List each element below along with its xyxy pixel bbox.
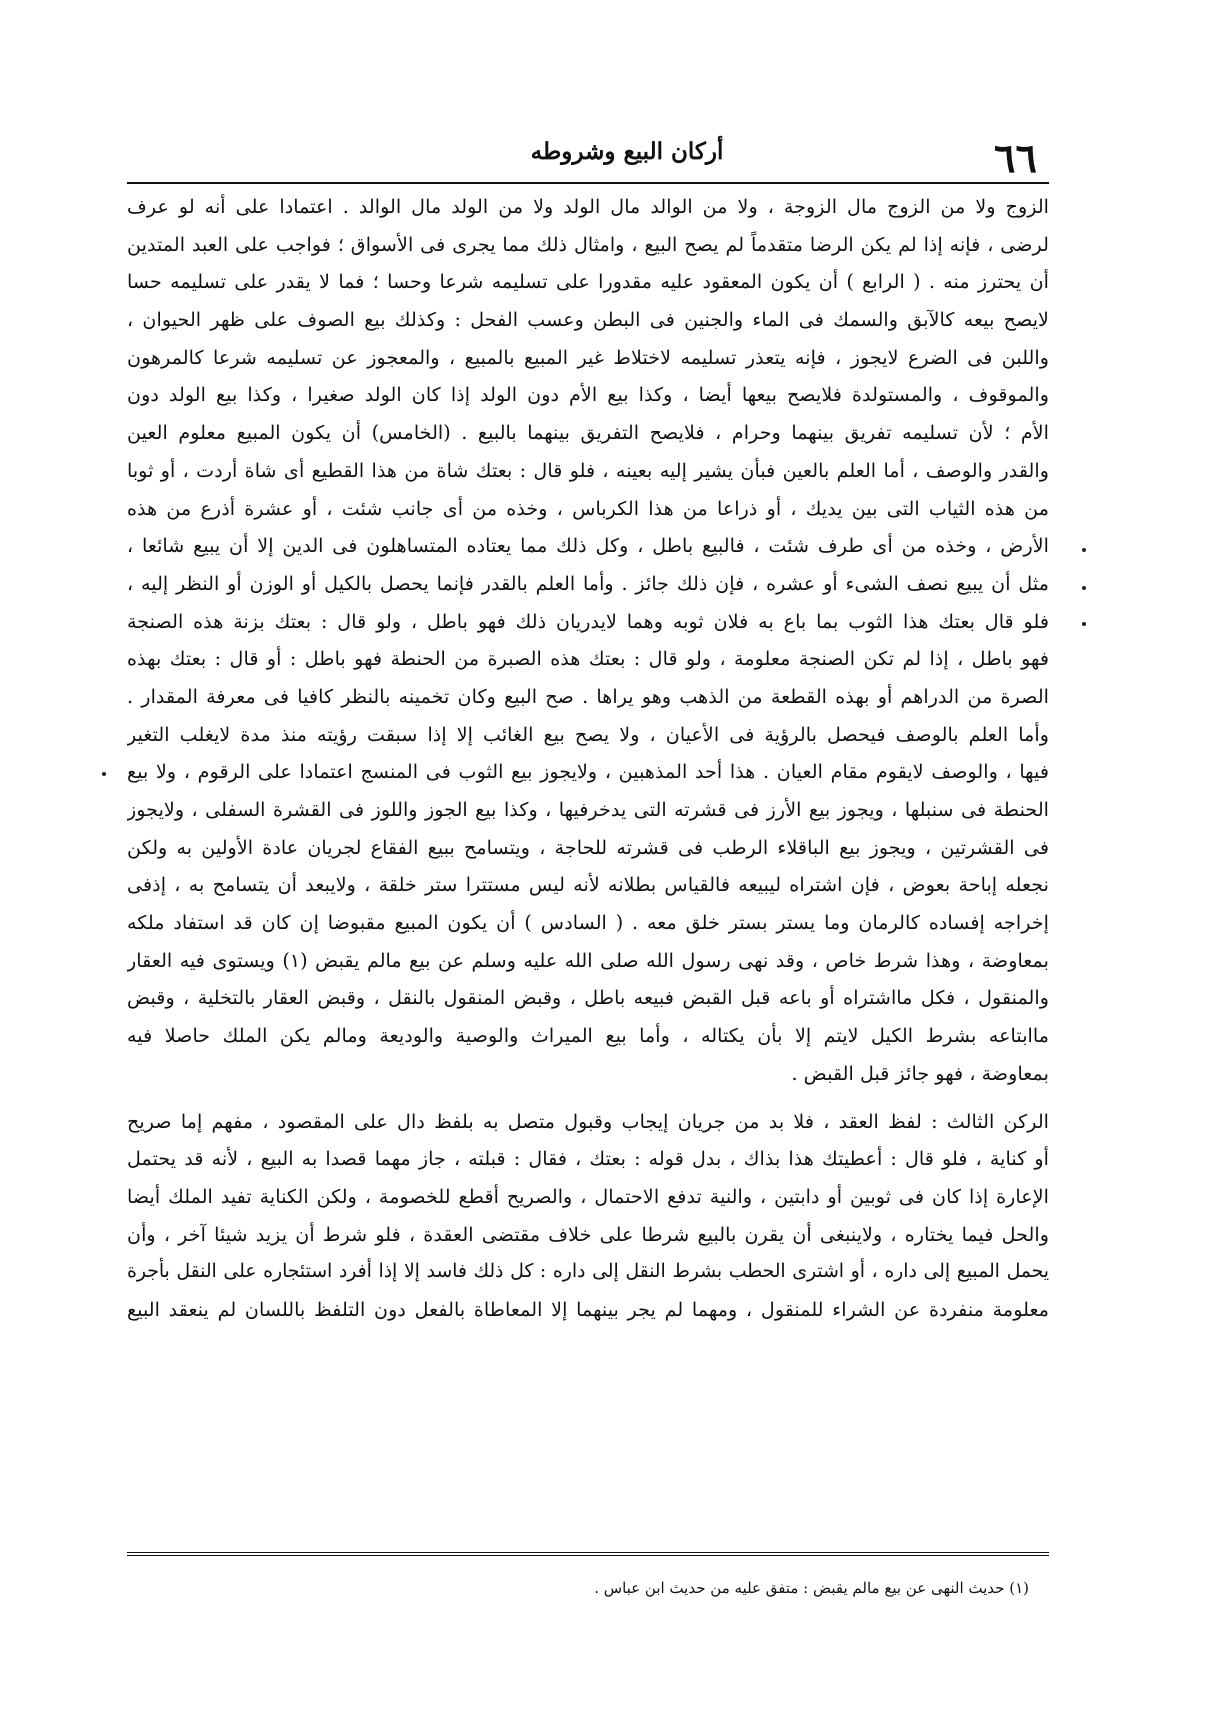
- text-line: الركن الثالث : لفظ العقد ، فلا بد من جريان إيجاب وقبول متصل به بلفظ دال على المقصود ، مفهم إما صريح: [127, 1109, 1049, 1133]
- text-line: من هذه الثياب التى بين يديك ، أو ذراعا من هذا الكرباس ، وخذه من أى جانب شئت ، أو عشرة أذرع من هذه: [127, 496, 1049, 520]
- text-line: الحنطة فى سنبلها ، ويجوز بيع الأرز فى قشرته التى يدخرفيها ، وكذا بيع الجوز واللوز فى القشرة السفلى ، ولايجوز: [127, 798, 1049, 821]
- margin-mark: [1082, 548, 1086, 552]
- text-line: بمعاوضة ، وهذا شرط خاص ، وقد نهى رسول الله صلى الله عليه وسلم عن بيع مالم يقبض (١) ويستوى فيه العقار: [127, 948, 1049, 972]
- footnote: (١) حديث النهى عن بيع مالم يقبض : متفق عليه من حديث ابن عباس .: [594, 1579, 1029, 1597]
- text-line: والحل فيما يختاره ، ولاينبغى أن يقرن بالبيع شرطا على خلاف مقتضى العقدة ، فلو شرط أن يزيد شيئا آخر ، وأن: [127, 1222, 1049, 1246]
- text-line: لرضى ، فإنه إذا لم يكن الرضا متقدماً لم يصح البيع ، وامثال ذلك مما يجرى فى الأسواق ؛ فواجب على العبد المتدين: [127, 232, 1049, 256]
- text-line: الإعارة إذا كان فى ثوبين أو دابتين ، والنية تدفع الاحتمال ، والصريح أقطع للخصومة ، ولكن الكناية تفيد الملك أيضا: [127, 1184, 1049, 1208]
- footnote-rule: [127, 1552, 1049, 1556]
- text-line: مثل أن يبيع نصف الشىء أو عشره ، فإن ذلك جائز . وأما العلم بالقدر فإنما يحصل بالكيل أو الوزن أو النظر إليه ،: [127, 571, 1049, 595]
- text-line: الزوج ولا من الزوج مال الزوجة ، ولا من الوالد مال الولد ولا من الولد مال الوالد . اعتمادا على أنه لو عرف: [127, 195, 1049, 218]
- text-line: الأم ؛ لأن تسليمه تفريق بينهما وحرام ، فلايصح التفريق بينهما بالبيع . (الخامس) أن يكون المبيع معلوم العين: [127, 421, 1049, 445]
- text-line: فيها ، والوصف لايقوم مقام العيان . هذا أحد المذهبين ، ولايجوز بيع الثوب فى المنسج اعتمادا على الرقوم ، ولا بيع: [127, 760, 1049, 784]
- text-line: الأرض ، وخذه من أى طرف شئت ، فالبيع باطل ، وكل ذلك مما يعتاده المتساهلون فى الدين إلا أن يبيع شائعا ،: [127, 534, 1049, 558]
- text-line: معلومة منفردة عن الشراء للمنقول ، ومهما لم يجر بينهما إلا المعاطاة بالفعل دون التلفظ باللسان لم ينعقد البيع: [127, 1297, 1049, 1321]
- paragraph-1: [127, 188, 1049, 1093]
- paragraph-2: [127, 1103, 1049, 1329]
- text-line: والقدر والوصف ، أما العلم بالعين فبأن يشير إليه بعينه ، فلو قال : بعتك شاة من هذا القطيع أى شاة أردت ، أو ثوبا: [127, 458, 1049, 482]
- margin-mark: [1082, 622, 1086, 626]
- text-line: والموقوف ، والمستولدة فلايصح بيعها أيضا ، وكذا بيع الأم دون الولد إذا كان الولد صغيرا ، وكذا بيع الولد دون: [127, 383, 1049, 407]
- header-rule: [127, 182, 1049, 184]
- text-line: إخراجه إفساده كالرمان وما يستر بستر خلق معه . ( السادس ) أن يكون المبيع مقبوضا إن كان قد استفاد ملكه: [127, 911, 1049, 935]
- text-line: بمعاوضة ، فهو جائز قبل القبض .: [791, 1061, 1049, 1085]
- main-text: [127, 188, 1049, 1329]
- text-line: والمنقول ، فكل مااشتراه أو باعه قبل القبض فبيعه باطل ، وقبض المنقول بالنقل ، وقبض العقار بالتخلية ، وقبض: [127, 986, 1049, 1010]
- text-line: واللبن فى الضرع لايجوز ، فإنه يتعذر تسليمه لاختلاط غير المبيع بالمبيع ، والمعجوز عن تسليمه شرعا كالمرهون: [127, 345, 1049, 369]
- page-header: [127, 133, 1047, 181]
- margin-mark: [1082, 586, 1086, 590]
- text-line: فهو باطل ، إذا لم تكن الصنجة معلومة ، ولو قال : بعتك هذه الصبرة من الحنطة فهو باطل : أو قال : بعتك بهذه: [127, 647, 1049, 671]
- text-line: ماابتاعه بشرط الكيل لايتم إلا بأن يكتاله ، وأما بيع الميراث والوصية والوديعة ومالم يكن الملك حاصلا فيه: [127, 1024, 1049, 1048]
- text-line: يحمل المبيع إلى داره ، أو اشترى الحطب بشرط النقل إلى داره : كل ذلك فاسد إلا إذا أفرد استئجاره على النقل بأجرة: [127, 1261, 1049, 1283]
- text-line: أو كناية ، فلو قال : أعطيتك هذا بذاك ، بدل قوله : بعتك ، فقال : قبلته ، جاز مهما قصدا به البيع ، لأنه قد يحتمل: [127, 1147, 1049, 1171]
- text-line: نجعله إباحة بعوض ، فإن اشتراه ليبيعه فالقياس بطلانه لأنه ليس مستترا ستر خلقة ، ولايبعد أن يتسامح به ، إذفى: [127, 873, 1049, 897]
- margin-mark: [102, 772, 106, 776]
- text-line: فى القشرتين ، ويجوز بيع الباقلاء الرطب فى قشرته للحاجة ، ويتسامح ببيع الفقاع لجريان عادة الأولين به ولكن: [127, 835, 1049, 859]
- running-title: أركان البيع وشروطه: [530, 138, 724, 165]
- text-line: لايصح بيعه كالآبق والسمك فى الماء والجنين فى البطن وعسب الفحل : وكذلك بيع الصوف على ظهر الحيوان ،: [127, 308, 1049, 332]
- text-line: أن يحترز منه . ( الرابع ) أن يكون المعقود عليه مقدورا على تسليمه شرعا وحسا ؛ فما لا يقدر على تسليمه حسا: [127, 270, 1049, 294]
- text-line: الصرة من الدراهم أو بهذه القطعة من الذهب وهو يراها . صح البيع وكان تخمينه بالنظر كافيا فى معرفة المقدار .: [127, 684, 1049, 708]
- page-number: ٦٦: [994, 135, 1037, 182]
- text-line: فلو قال بعتك هذا الثوب بما باع به فلان ثوبه وهما لايدريان ذلك فهو باطل ، ولو قال : بعتك بزنة هذه الصنجة: [127, 609, 1049, 633]
- text-line: وأما العلم بالوصف فيحصل بالرؤية فى الأعيان ، ولا يصح بيع الغائب إلا إذا سبقت رؤيته منذ مدة لايغلب التغير: [127, 722, 1049, 746]
